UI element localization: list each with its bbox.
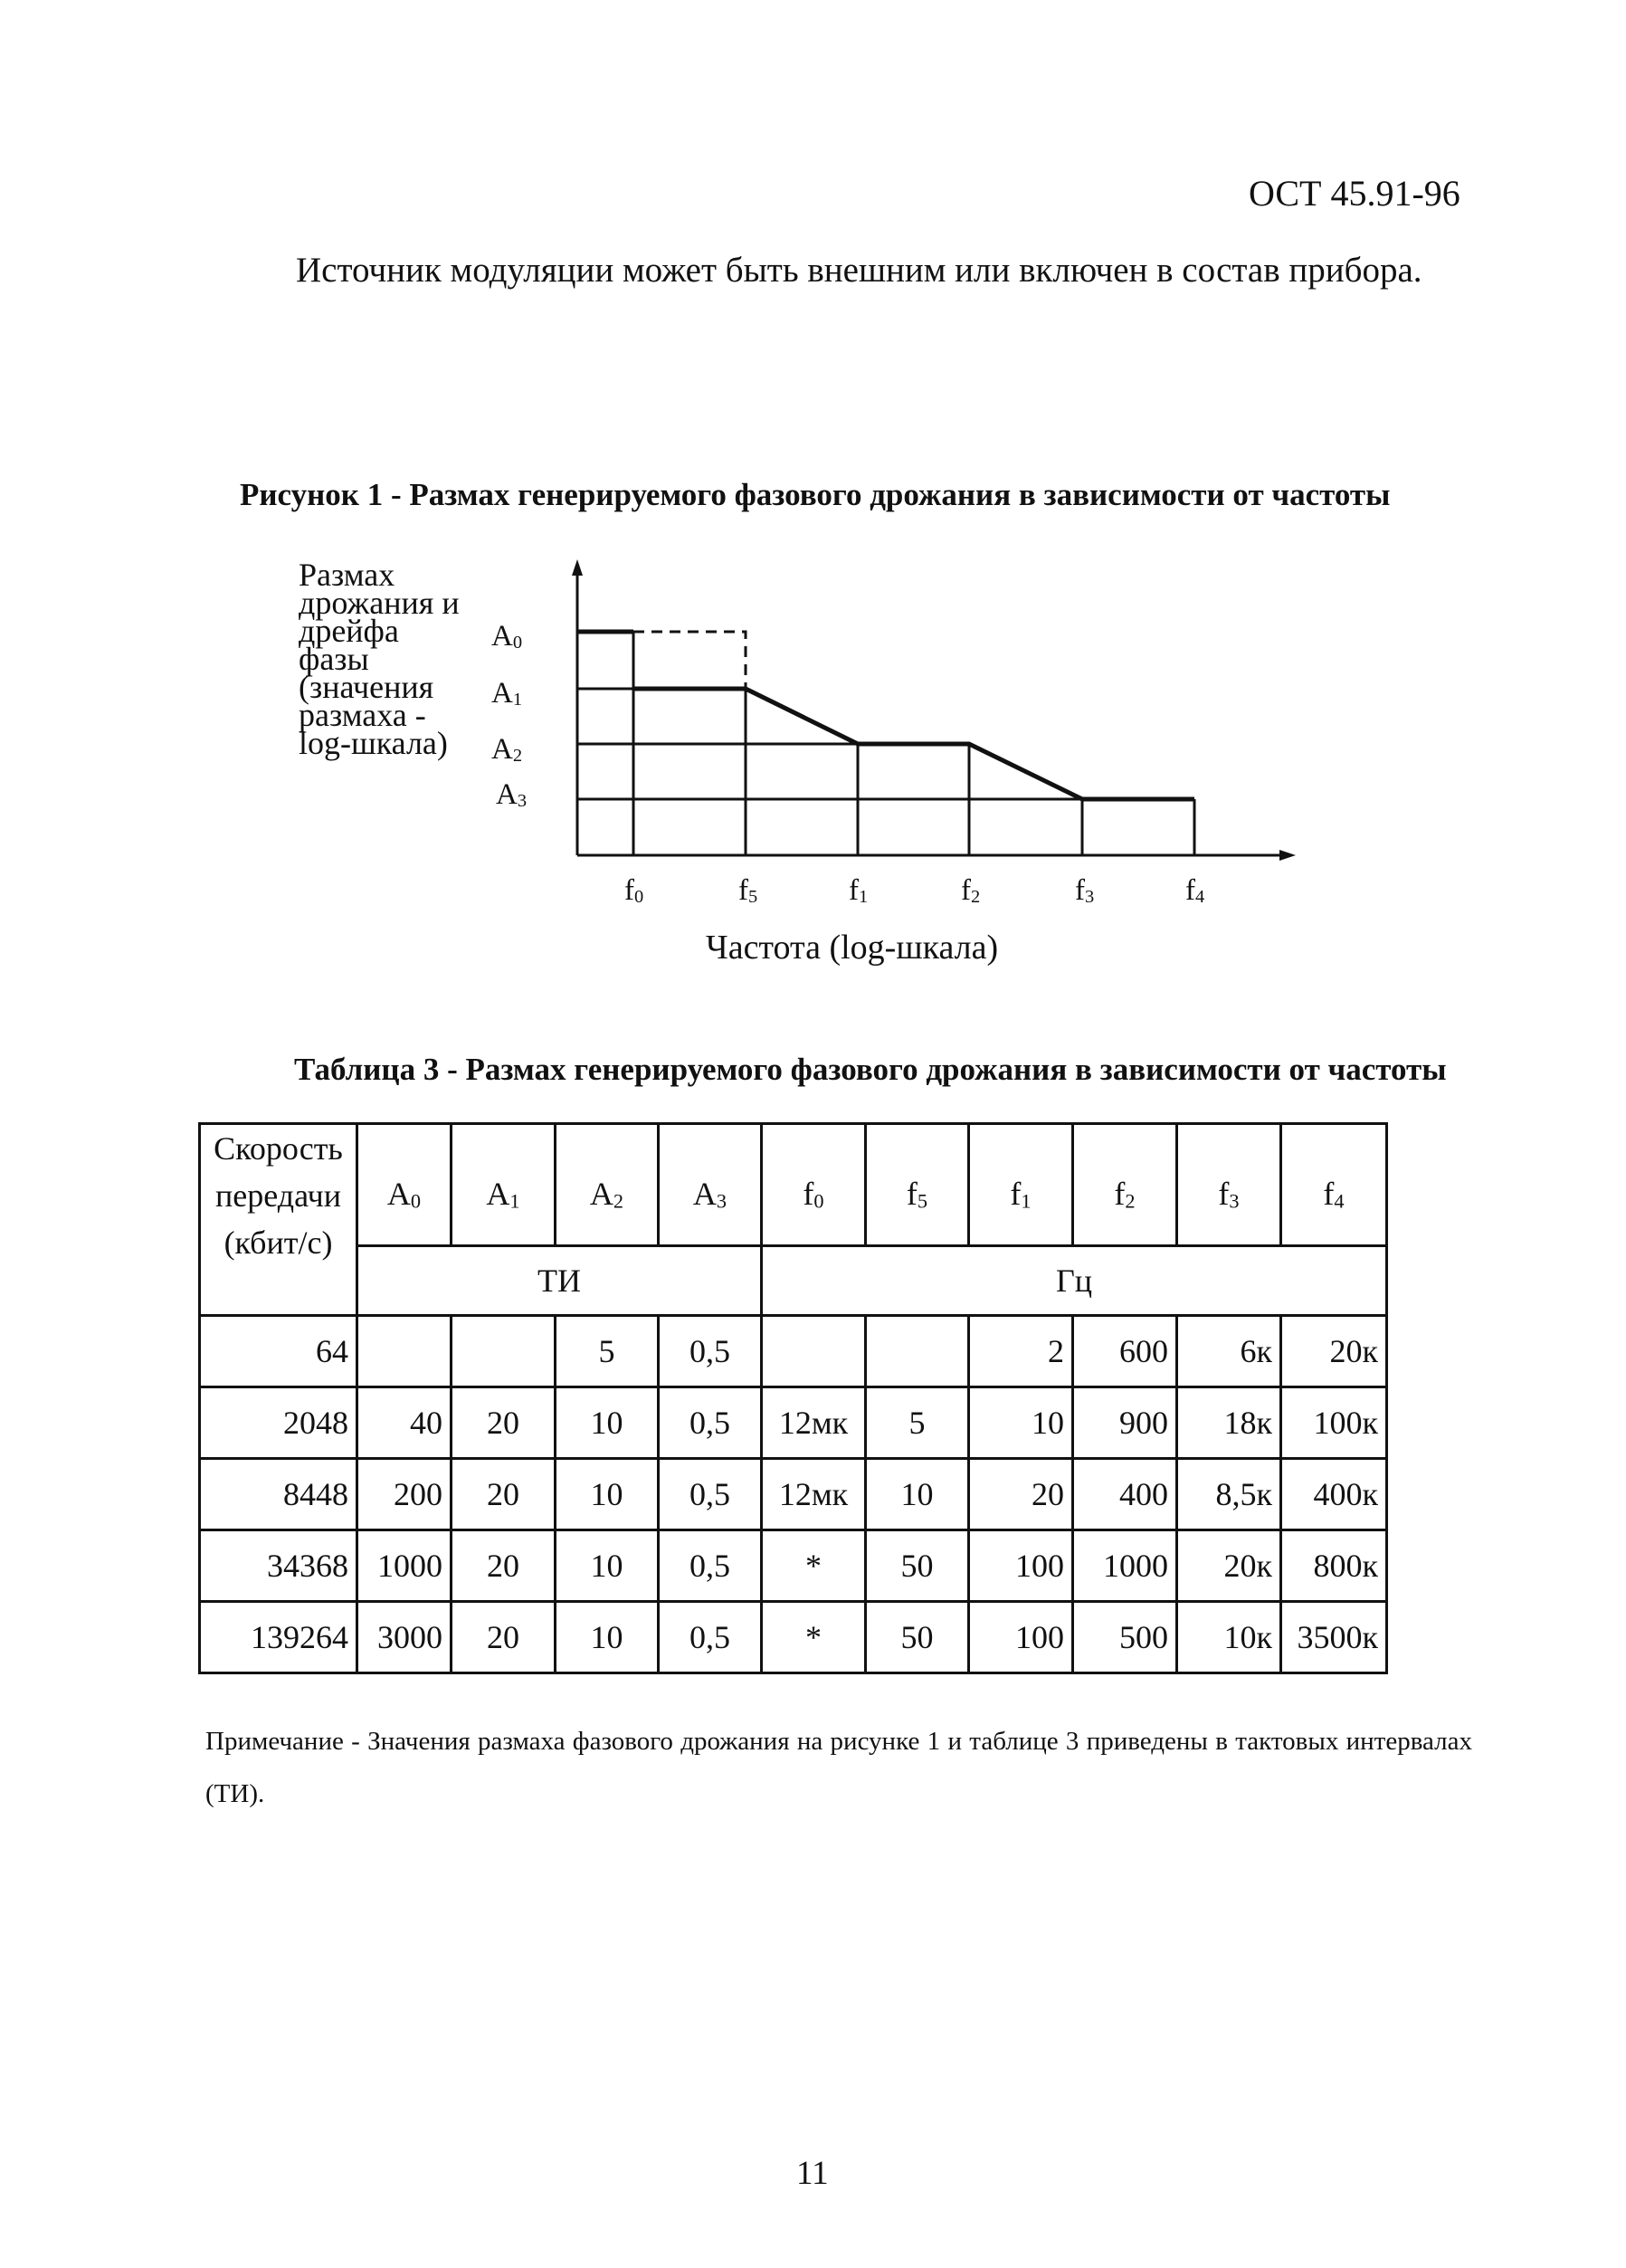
unit-ti-cell: ТИ	[357, 1246, 762, 1316]
table-cell: 50	[866, 1602, 969, 1673]
table-cell: 5	[866, 1387, 969, 1459]
f5-label: $f_5$	[738, 874, 758, 908]
table-cell: 50	[866, 1530, 969, 1602]
col-header: $A_2$	[556, 1124, 659, 1246]
table-cell: 20к	[1177, 1530, 1281, 1602]
table-cell: 139264	[200, 1602, 357, 1673]
table-cell: 0,5	[659, 1387, 762, 1459]
table-cell	[762, 1316, 866, 1387]
y-label-line: дрейфа	[299, 613, 399, 649]
table-cell: 600	[1073, 1316, 1177, 1387]
table-caption: Таблица 3 - Размах генерируемого фазового дрожания в зависимости от частоты	[294, 1052, 1447, 1087]
table-cell: 900	[1073, 1387, 1177, 1459]
page-number: 11	[796, 2155, 829, 2192]
mask-dashed-line	[633, 632, 746, 689]
f4-label: $f_4$	[1185, 874, 1205, 908]
jitter-table	[198, 1122, 1388, 1674]
table-cell: *	[762, 1530, 866, 1602]
y-label-line: размаха -	[299, 697, 426, 733]
table-cell: 12мк	[762, 1387, 866, 1459]
intro-paragraph: Источник модуляции может быть внешним или включен в состав прибора.	[296, 251, 1422, 290]
table-row	[200, 1316, 1387, 1387]
x-axis-arrow	[1279, 850, 1296, 861]
table-header-row	[200, 1124, 1387, 1246]
f3-label: $f_3$	[1075, 874, 1095, 908]
table-cell: 500	[1073, 1602, 1177, 1673]
table-cell	[452, 1316, 556, 1387]
table-cell: 12мк	[762, 1459, 866, 1530]
col-header: $f_4$	[1281, 1124, 1387, 1246]
table-cell: 20	[969, 1459, 1073, 1530]
y-label-line: дрожания и	[299, 585, 460, 621]
unit-hz-cell: Гц	[762, 1246, 1387, 1316]
table-cell	[866, 1316, 969, 1387]
table-cell: 0,5	[659, 1602, 762, 1673]
table-cell: 400к	[1281, 1459, 1387, 1530]
table-cell: 20	[452, 1387, 556, 1459]
table-cell: 0,5	[659, 1459, 762, 1530]
table-cell: 100к	[1281, 1387, 1387, 1459]
table-cell: 100	[969, 1530, 1073, 1602]
table-row	[200, 1602, 1387, 1673]
table-cell: 3500к	[1281, 1602, 1387, 1673]
table-cell: 10	[556, 1387, 659, 1459]
table-cell: 0,5	[659, 1530, 762, 1602]
col-header: $f_2$	[1073, 1124, 1177, 1246]
table-units-row	[200, 1246, 1387, 1316]
table-cell: 1000	[357, 1530, 452, 1602]
table-cell: 20к	[1281, 1316, 1387, 1387]
col-header: $f_3$	[1177, 1124, 1281, 1246]
a3-label: $A_3$	[496, 778, 528, 812]
table-cell: 100	[969, 1602, 1073, 1673]
table-note: Примечание - Значения размаха фазового дрожания на рисунке 1 и таблице 3 приведены в тактовых интервалах (ТИ).	[205, 1727, 1472, 1808]
table-cell: *	[762, 1602, 866, 1673]
table-cell: 34368	[200, 1530, 357, 1602]
table-cell: 5	[556, 1316, 659, 1387]
table-cell: 2048	[200, 1387, 357, 1459]
table-cell: 18к	[1177, 1387, 1281, 1459]
table-cell: 64	[200, 1316, 357, 1387]
a1-label: $A_1$	[491, 677, 523, 710]
table-cell: 10к	[1177, 1602, 1281, 1673]
table-cell: 800к	[1281, 1530, 1387, 1602]
table-cell: 10	[556, 1530, 659, 1602]
table-cell: 0,5	[659, 1316, 762, 1387]
f1-label: $f_1$	[849, 874, 869, 908]
col-header: $A_3$	[659, 1124, 762, 1246]
f0-label: $f_0$	[624, 874, 644, 908]
col-header: $f_5$	[866, 1124, 969, 1246]
jitter-chart	[0, 0, 1626, 996]
table-cell: 10	[556, 1459, 659, 1530]
speed-header-cell	[200, 1124, 357, 1316]
f2-label: $f_2$	[961, 874, 981, 908]
table-cell: 8,5к	[1177, 1459, 1281, 1530]
col-header: $f_0$	[762, 1124, 866, 1246]
table-row	[200, 1459, 1387, 1530]
y-axis-arrow	[572, 559, 583, 576]
table-cell: 2	[969, 1316, 1073, 1387]
col-header: $A_1$	[452, 1124, 556, 1246]
table-row	[200, 1387, 1387, 1459]
table-cell: 6к	[1177, 1316, 1281, 1387]
col-header: $A_0$	[357, 1124, 452, 1246]
table-row	[200, 1530, 1387, 1602]
col-header: $f_1$	[969, 1124, 1073, 1246]
table-cell: 10	[556, 1602, 659, 1673]
y-label-line: фазы	[299, 641, 369, 677]
table-cell: 400	[1073, 1459, 1177, 1530]
y-label-line: log-шкала)	[299, 725, 448, 761]
table-cell: 10	[866, 1459, 969, 1530]
table-cell: 10	[969, 1387, 1073, 1459]
speed-header-line: (кбит/с)	[223, 1225, 333, 1261]
table-cell: 20	[452, 1530, 556, 1602]
a0-label: $A_0$	[491, 620, 523, 653]
table-cell: 1000	[1073, 1530, 1177, 1602]
table-cell: 20	[452, 1602, 556, 1673]
a2-label: $A_2$	[491, 733, 523, 767]
table-cell: 40	[357, 1387, 452, 1459]
table-cell: 8448	[200, 1459, 357, 1530]
document-code: ОСТ 45.91-96	[1249, 173, 1460, 214]
y-label-line: Размах	[299, 557, 395, 593]
speed-header-line: Скорость	[214, 1130, 343, 1167]
table-cell	[357, 1316, 452, 1387]
speed-header-line: передачи	[215, 1177, 341, 1214]
table-cell: 3000	[357, 1602, 452, 1673]
figure-caption: Рисунок 1 - Размах генерируемого фазового дрожания в зависимости от частоты	[240, 477, 1391, 512]
table-cell: 20	[452, 1459, 556, 1530]
table-cell: 200	[357, 1459, 452, 1530]
x-axis-title: Частота (log-шкала)	[706, 929, 999, 967]
y-label-line: (значения	[299, 669, 434, 705]
